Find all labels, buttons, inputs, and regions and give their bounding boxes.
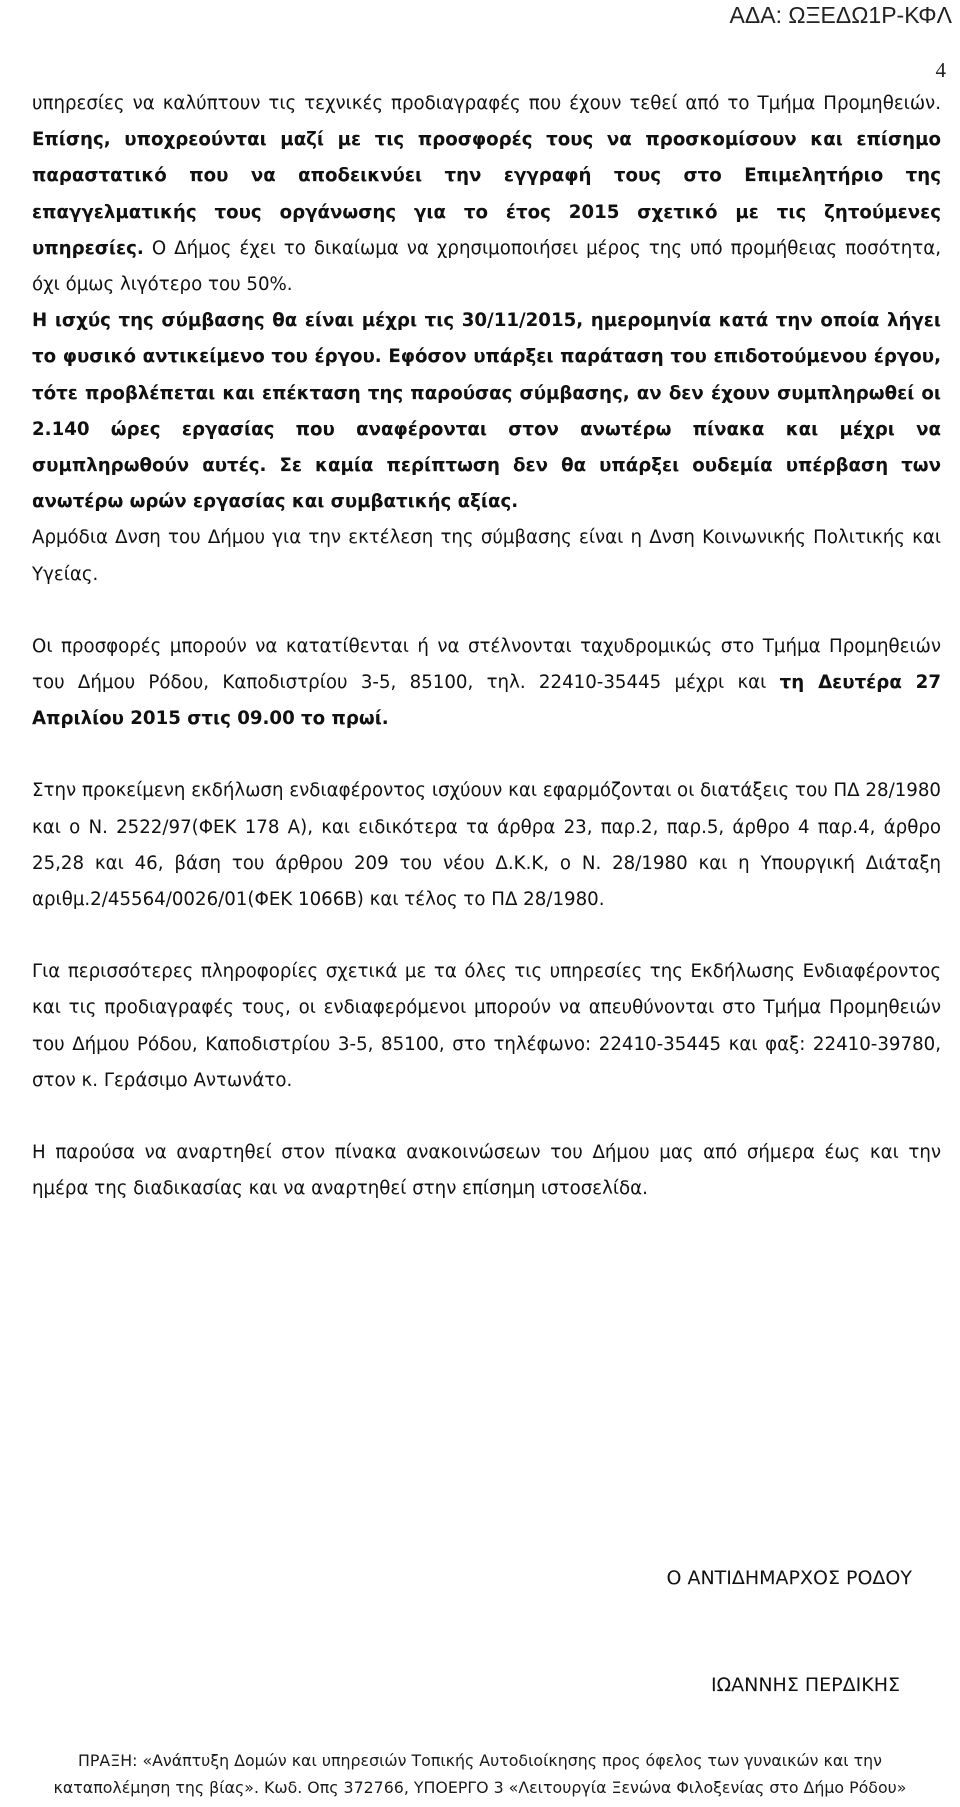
signature-name: ΙΩΑΝΝΗΣ ΠΕΡΔΙΚΗΣ xyxy=(711,1674,900,1696)
paragraph-information: Για περισσότερες πληροφορίες σχετικά με τα όλες τις υπηρεσίες της Εκδήλωσης Ενδιαφέροντος και τις προδιαγραφές τους, οι ενδιαφερόμενοι μπορούν να απευθύνονται στο Τμήμα Προμηθειών του Δήμου Ρόδου, Καποδιστρίου 3-5, 85100, στο τηλέφωνο: 22410-35445 και φαξ: 22410-39780, στον κ. Γεράσιμο Αντωνάτο. xyxy=(32,961,941,1091)
chamber-registration-text: Επίσης, υποχρεούνται μαζί με τις προσφορές τους να προσκομίσουν και επίσημο παραστατικό που να αποδεικνύει την εγγραφή τους στο Επιμελητήριο της επαγγελματικής τους οργάνωσης για το έτος 2015 σχετικό με τις ζητούμενες υπηρεσίες. xyxy=(32,129,941,259)
signature-title: Ο ΑΝΤΙΔΗΜΑΡΧΟΣ ΡΟΔΟΥ xyxy=(666,1567,912,1589)
footer-line-2: καταπολέμηση της βίας». Κωδ. Οπς 372766, ΥΠΟΕΡΓΟ 3 «Λειτουργία Ξενώνα Φιλοξενίας στο Δήμο Ρόδου» xyxy=(53,1778,907,1797)
page-number: 4 xyxy=(935,58,946,82)
footer-line-1: ΠΡΑΞΗ: «Ανάπτυξη Δομών και υπηρεσιών Τοπικής Αυτοδιοίκησης προς όφελος των γυναικών και την xyxy=(78,1751,882,1770)
submission-text: Οι προσφορές μπορούν να κατατίθενται ή να στέλνονται ταχυδρομικώς στο Τμήμα Προμηθειών του Δήμου Ρόδου, Καποδιστρίου 3-5, 85100, τηλ. 22410-35445 μέχρι και xyxy=(32,635,941,694)
paragraph-legal-provisions: Στην προκείμενη εκδήλωση ενδιαφέροντος ισχύουν και εφαρμόζονται οι διατάξεις του ΠΔ 28/1980 και ο Ν. 2522/97(ΦΕΚ 178 Α), και ειδικότερα τα άρθρα 23, παρ.2, παρ.5, άρθρο 4 παρ.4, άρθρο 25,28 και 46, βάση του άρθρου 209 του νέου Δ.Κ.Κ, ο Ν. 28/1980 και η Υπουργική Διάταξη αριθμ.2/45564/0026/01(ΦΕΚ 1066Β) και τέλος το ΠΔ 28/1980. xyxy=(32,780,941,911)
paragraph-responsible-directorate: Αρμόδια Δνση του Δήμου για την εκτέλεση της σύμβασης είναι η Δνση Κοινωνικής Πολιτικής και Υγείας. xyxy=(32,527,941,585)
paragraph-publication: Η παρούσα να αναρτηθεί στον πίνακα ανακοινώσεων του Δήμου μας από σήμερα έως και την ημέρα της διαδικασίας και να αναρτηθεί στην επίσημη ιστοσελίδα. xyxy=(32,1142,941,1200)
paragraph-submission xyxy=(32,629,941,738)
quantity-right-text: Ο Δήμος έχει το δικαίωμα να χρησιμοποιήσει μέρος της υπό προμήθειας ποσότητα, όχι όμως λιγότερο του 50%. xyxy=(32,237,941,296)
paragraph-requirements xyxy=(32,86,941,303)
document-body xyxy=(32,86,941,1207)
submission-deadline: τη Δευτέρα 27 Απριλίου 2015 στις 09.00 το πρωί. xyxy=(32,672,941,730)
footer xyxy=(0,1747,960,1801)
requirements-text: υπηρεσίες να καλύπτουν τις τεχνικές προδιαγραφές που έχουν τεθεί από το Τμήμα Προμηθειών. xyxy=(32,93,941,114)
paragraph-contract-validity: Η ισχύς της σύμβασης θα είναι μέχρι τις 30/11/2015, ημερομηνία κατά την οποία λήγει το φυσικό αντικείμενο του έργου. Εφόσον υπάρξει παράταση του επιδοτούμενου έργου, τότε προβλέπεται και επέκταση της παρούσας σύμβασης, αν δεν έχουν συμπληρωθεί οι 2.140 ώρες εργασίας που αναφέρονται στον ανωτέρω πίνακα και μέχρι να συμπληρωθούν αυτές. Σε καμία περίπτωση δεν θα υπάρξει ουδεμία υπέρβαση των ανωτέρω ωρών εργασίας και συμβατικής αξίας. xyxy=(32,310,941,513)
ada-code: ΑΔΑ: ΩΞΕΔΩ1Ρ-ΚΦΛ xyxy=(729,2,952,28)
